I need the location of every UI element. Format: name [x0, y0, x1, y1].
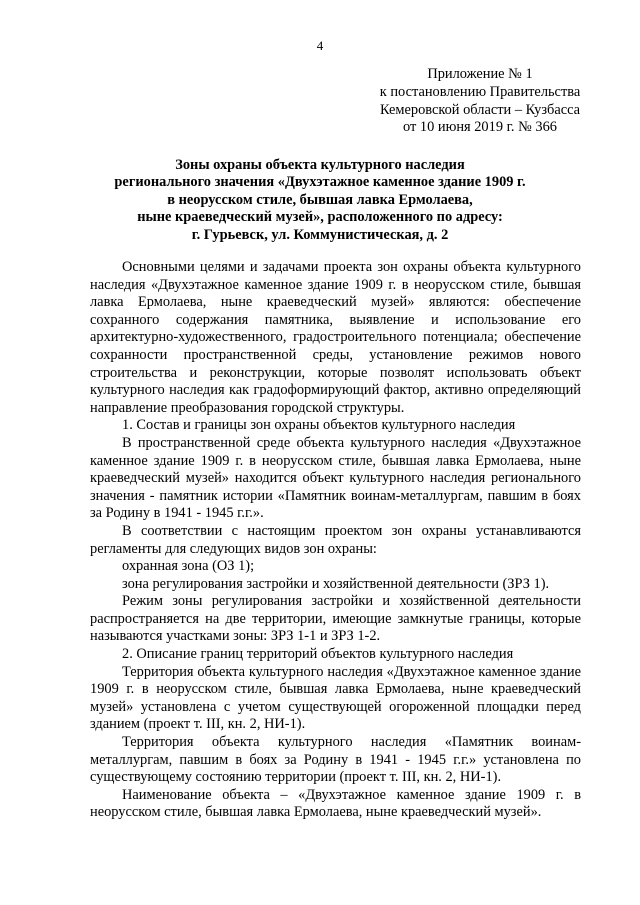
title-line-4: ныне краеведческий музей», расположенного по адресу: [137, 209, 503, 226]
paragraph-territory-monument: Территория объекта культурного наследия «Памятник воинам-металлургам, павшим в боях за Родину в 1941 - 1945 г.г.» установлена по существующему состоянию территории (проект т. III, кн. 2, НИ-1). [90, 734, 581, 786]
paragraph-regulations: В соответствии с настоящим проектом зон охраны устанавливаются регламенты для следующих видов зон охраны: [90, 522, 581, 557]
title-line-1: Зоны охраны объекта культурного наследия [175, 157, 465, 173]
paragraph-zone-regime: Режим зоны регулирования застройки и хозяйственной деятельности распространяется на две территории, имеющие замкнутые границы, которые называются участками зоны: ЗРЗ 1-1 и ЗРЗ 1-2. [90, 593, 581, 645]
page-number: 4 [316, 38, 324, 53]
paragraph-spatial-environment: В пространственной среде объекта культурного наследия «Двухэтажное каменное здание 1909 г. в неорусском стиле, бывшая лавка Ермолаева, ныне краеведческий музей» находится объект культурного наследия регионального значения - памятник истории «Памятник воинам-металлургам, павшим в боях за Родину в 1941 - 1945 г.г.». [90, 434, 581, 522]
list-item-regulation-zone: зона регулирования застройки и хозяйственной деятельности (ЗРЗ 1). [122, 575, 550, 592]
title-line-2: регионального значения «Двухэтажное каменное здание 1909 г. [114, 174, 526, 191]
appendix-line-1: Приложение № 1 [427, 66, 533, 82]
paragraph-territory-building: Территория объекта культурного наследия «Двухэтажное каменное здание 1909 г. в неорусском стиле, бывшая лавка Ермолаева, ныне краеведческий музей» установлена с учетом существующей огороженной площадки перед зданием (проект т. III, кн. 2, НИ-1). [90, 663, 581, 733]
section-heading-2: 2. Описание границ территорий объектов культурного наследия [122, 646, 514, 663]
appendix-line-4: от 10 июня 2019 г. № 366 [402, 119, 558, 136]
paragraph-goals: Основными целями и задачами проекта зон охраны объекта культурного наследия «Двухэтажное каменное здание 1909 г. в неорусском стиле, бывшая лавка Ермолаева, ныне краеведческий музей» являются: обеспечение сохранного содержания памятника, выявление и использование его архитектурно-художественного, градостроительного потенциала; обеспечение сохранности пространственной среды, установление режимов нового строительства и реконструкции, которые позволят использовать объект культурного наследия как градоформирующий фактор, активно определяющий направление преобразования городской структуры. [90, 259, 581, 416]
appendix-header [350, 66, 610, 137]
appendix-line-3: Кемеровской области – Кузбасса [379, 101, 581, 118]
title-line-3: в неорусском стиле, бывшая лавка Ермолаева, [167, 191, 473, 208]
document-body [90, 259, 581, 822]
appendix-line-2: к постановлению Правительства [379, 83, 581, 100]
section-heading-1: 1. Состав и границы зон охраны объектов культурного наследия [122, 417, 516, 434]
document-title [70, 157, 570, 244]
paragraph-object-name: Наименование объекта – «Двухэтажное каменное здание 1909 г. в неорусском стиле, бывшая лавка Ермолаева, ныне краеведческий музей». [90, 786, 581, 821]
title-line-5: г. Гурьевск, ул. Коммунистическая, д. 2 [191, 226, 449, 243]
list-item-protection-zone: охранная зона (ОЗ 1); [122, 558, 255, 575]
